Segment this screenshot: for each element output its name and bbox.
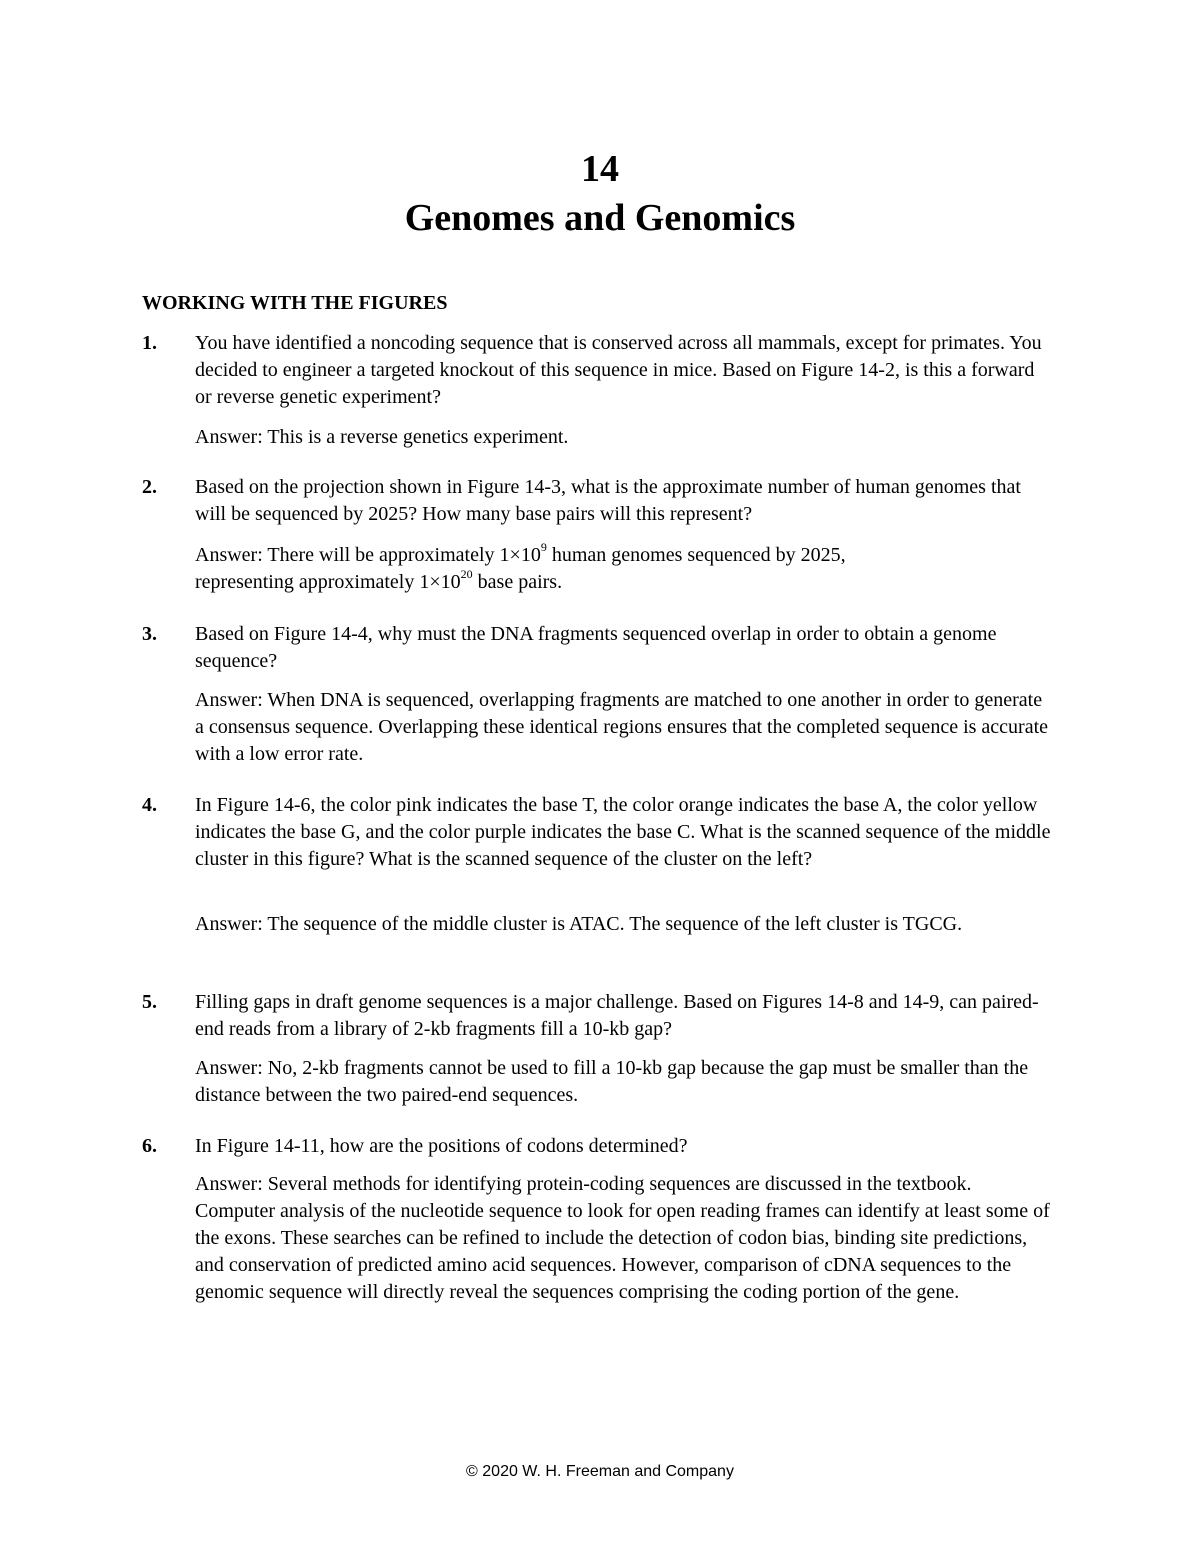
question-answer: Answer: The sequence of the middle cluster is ATAC. The sequence of the left cluster is TGCG. — [195, 913, 963, 935]
question-number: 3. — [142, 623, 157, 645]
question-number: 5. — [142, 991, 157, 1013]
answer-line-2: representing approximately $1\times 10^{20}$ base pairs. — [195, 567, 563, 593]
question-answer: Answer: When DNA is sequenced, overlapping fragments are matched to one another in order to generate a consensus sequence. Overlapping these identical regions ensures that the completed sequence is accurate with a low error rate. — [195, 689, 1049, 765]
copyright-footer: © 2020 W. H. Freeman and Company — [466, 1463, 734, 1480]
question-number: 6. — [142, 1135, 157, 1157]
question-text: Based on the projection shown in Figure 14-3, what is the approximate number of human genomes that will be sequenced by 2025? How many base pairs will this represent? — [195, 476, 1021, 525]
answer-line-1: Answer: There will be approximately $1\times 10^9$ human genomes sequenced by 2025, — [195, 540, 846, 566]
section-heading: WORKING WITH THE FIGURES — [142, 292, 448, 314]
question-text: You have identified a noncoding sequence that is conserved across all mammals, except for primates. You decided to engineer a targeted knockout of this sequence in mice. Based on Figure 14-2, is this a forward or reverse genetic experiment? — [195, 332, 1042, 408]
question-number: 2. — [142, 476, 157, 498]
question-answer: Answer: Several methods for identifying protein-coding sequences are discussed in the textbook. Computer analysis of the nucleotide sequence to look for open reading frames can identify at least some of the exons. These searches can be refined to include the detection of codon bias, binding site predictions, and conservation of predicted amino acid sequences. However, comparison of cDNA sequences to the genomic sequence will directly reveal the sequences comprising the coding portion of the gene. — [195, 1173, 1050, 1303]
question-answer: Answer: No, 2-kb fragments cannot be used to fill a 10-kb gap because the gap must be smaller than the distance between the two paired-end sequences. — [195, 1057, 1029, 1106]
question-number: 4. — [142, 794, 157, 816]
question-text: Based on Figure 14-4, why must the DNA fragments sequenced overlap in order to obtain a genome sequence? — [195, 623, 997, 672]
question-text: In Figure 14-6, the color pink indicates the base T, the color orange indicates the base A, the color yellow indicates the base G, and the color purple indicates the base C. What is the scanned sequence of the middle cluster in this figure? What is the scanned sequence of the cluster on the left? — [195, 794, 1051, 870]
chapter-number: 14 — [581, 148, 619, 190]
question-text: In Figure 14-11, how are the positions of codons determined? — [195, 1135, 688, 1157]
question-answer: Answer: This is a reverse genetics experiment. — [195, 426, 569, 448]
chapter-title: Genomes and Genomics — [404, 197, 796, 239]
question-number: 1. — [142, 332, 157, 354]
question-text: Filling gaps in draft genome sequences is a major challenge. Based on Figures 14-8 and 14-9, can paired-end reads from a library of 2-kb fragments fill a 10-kb gap? — [195, 991, 1039, 1040]
question-answer — [195, 542, 1055, 596]
